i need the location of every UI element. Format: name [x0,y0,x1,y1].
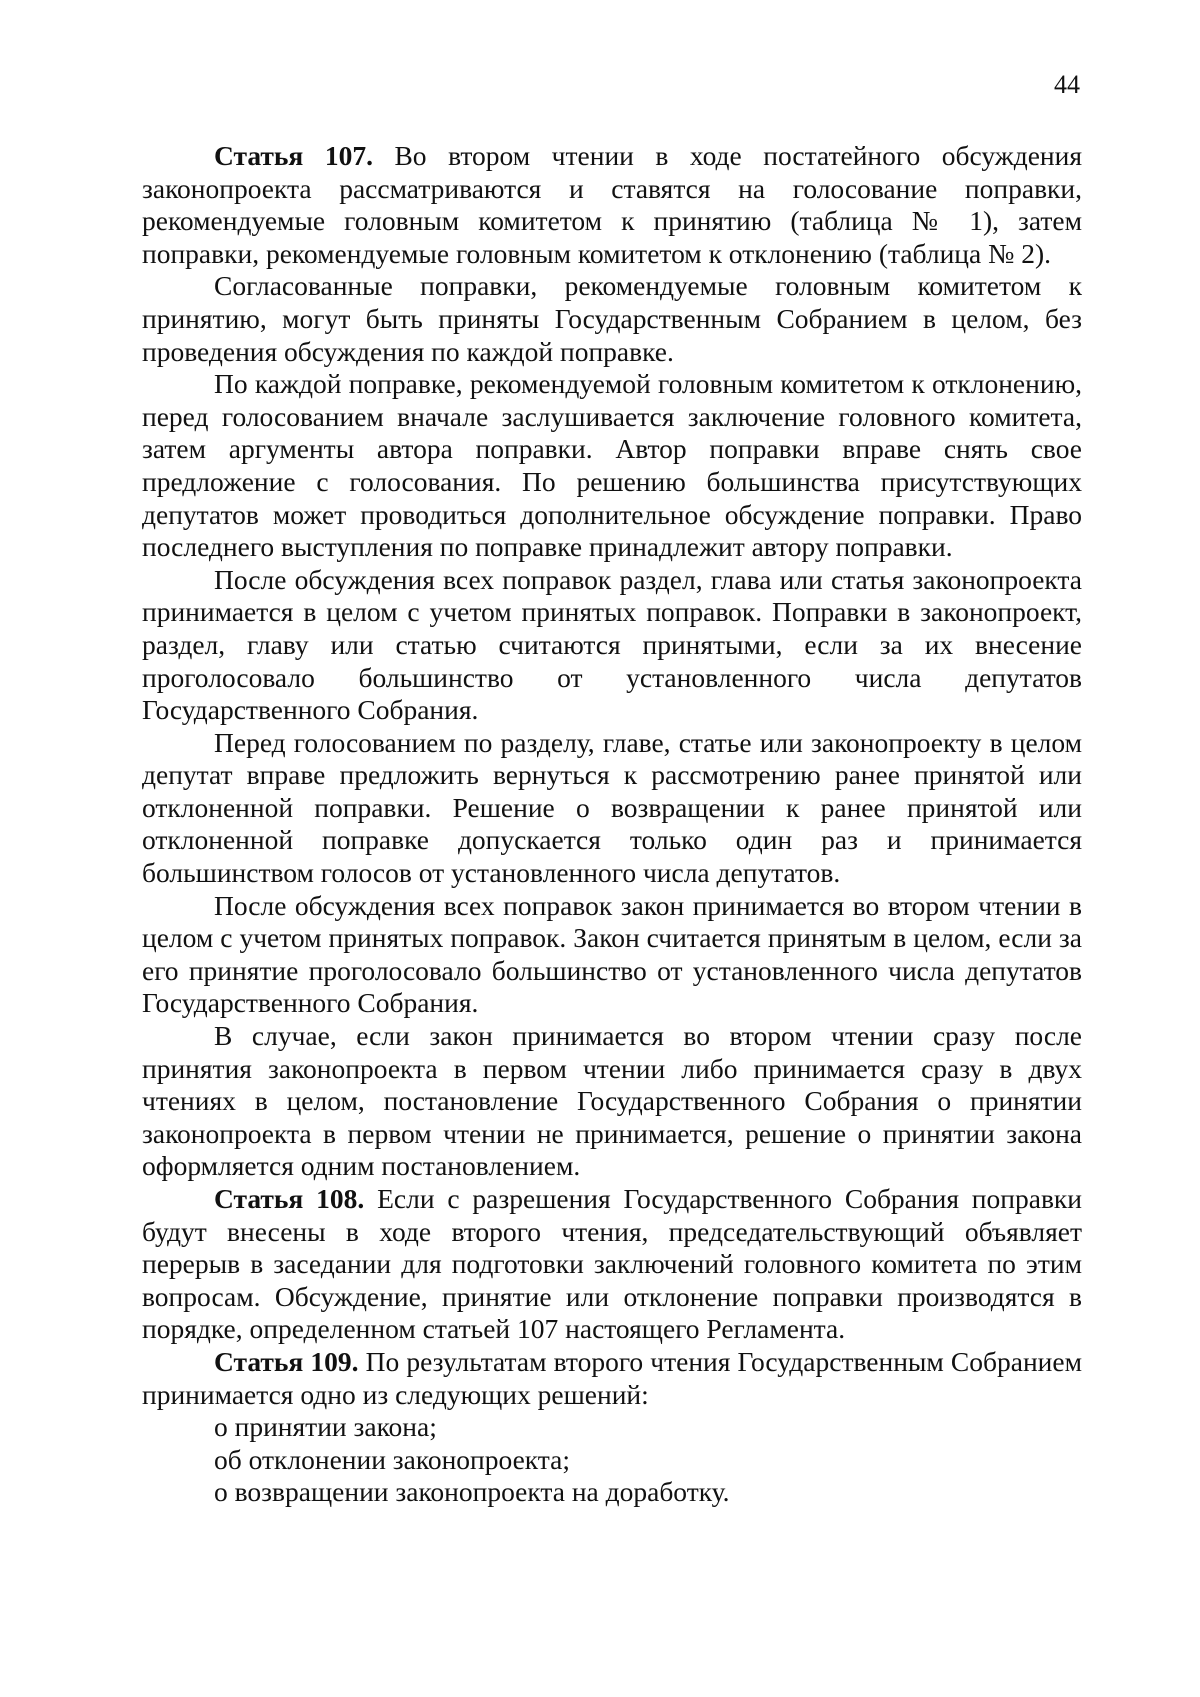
paragraph [142,368,1082,564]
paragraph-article-109 [142,1346,1082,1411]
page-number: 44 [1054,70,1080,99]
article-heading: Статья 109. [214,1345,359,1377]
paragraph [142,890,1082,1020]
paragraph-text: По каждой поправке, рекомендуемой головным комитетом к отклонению, перед голосованием вначале заслушивается заключение головного комитета, затем аргументы автора поправки. Автор поправки вправе снять свое предложение с голосования. По решению большинства присутствующих депутатов может проводиться дополнительное обсуждение поправки. Право последнего выступления по поправке принадлежит автору поправки. [142,368,1082,563]
paragraph-text: Согласованные поправки, рекомендуемые головным комитетом к принятию, могут быть приняты Государственным Собранием в целом, без проведения обсуждения по каждой поправке. [142,270,1082,367]
paragraph [142,564,1082,727]
list-item: о возвращении законопроекта на доработку. [214,1476,730,1508]
paragraph [142,270,1082,368]
list-item: об отклонении законопроекта; [214,1443,571,1475]
paragraph-text: После обсуждения всех поправок раздел, глава или статья законопроекта принимается в целом с учетом принятых поправок. Поправки в законопроект, раздел, главу или статью считаются принятыми, если за их внесение проголосовало большинство от установленного числа депутатов Государственного Собрания. [142,563,1082,726]
list-item: о принятии закона; [214,1411,437,1443]
paragraph-text: После обсуждения всех поправок закон принимается во втором чтении в целом с учетом принятых поправок. Закон считается принятым в целом, если за его принятие проголосовало большинство от установленного числа депутатов Государственного Собрания. [142,889,1082,1019]
article-heading: Статья 108. [214,1183,365,1214]
paragraph-text: Перед голосованием по разделу, главе, статье или законопроекту в целом депутат вправе предложить вернуться к рассмотрению ранее принятой или отклоненной поправки. Решение о возвращении к ранее принятой или отклоненной поправке допускается только один раз и принимается большинством голосов от установленного числа депутатов. [142,726,1082,889]
paragraph [142,1020,1082,1183]
paragraph-text: В случае, если закон принимается во втором чтении сразу после принятия законопроекта в первом чтении либо принимается сразу в двух чтениях в целом, постановление Государственного Собрания о принятии законопроекта в первом чтении не принимается, решение о принятии закона оформляется одним постановлением. [142,1020,1082,1182]
paragraph-article-107 [142,140,1082,270]
document-body [142,140,1082,1509]
paragraph [142,727,1082,890]
paragraph-article-108 [142,1183,1082,1346]
article-heading: Статья 107. [214,140,373,171]
paragraph-text: Если с разрешения Государственного Собрания поправки будут внесены в ходе второго чтения, председательствующий объявляет перерыв в заседании для подготовки заключений головного комитета по этим вопросам. Обсуждение, принятие или отклонение поправки производятся в порядке, определенном статьей 107 настоящего Регламента. [142,1183,1083,1345]
paragraph-text: По результатам второго чтения Государственным Собранием принимается одно из следующих решений: [142,1345,1082,1410]
paragraph-text: Во втором чтении в ходе постатейного обсуждения законопроекта рассматриваются и ставятся на голосование поправки, рекомендуемые головным комитетом к принятию (таблица № 1), затем поправки, рекомендуемые головным комитетом к отклонению (таблица № 2). [142,140,1082,269]
